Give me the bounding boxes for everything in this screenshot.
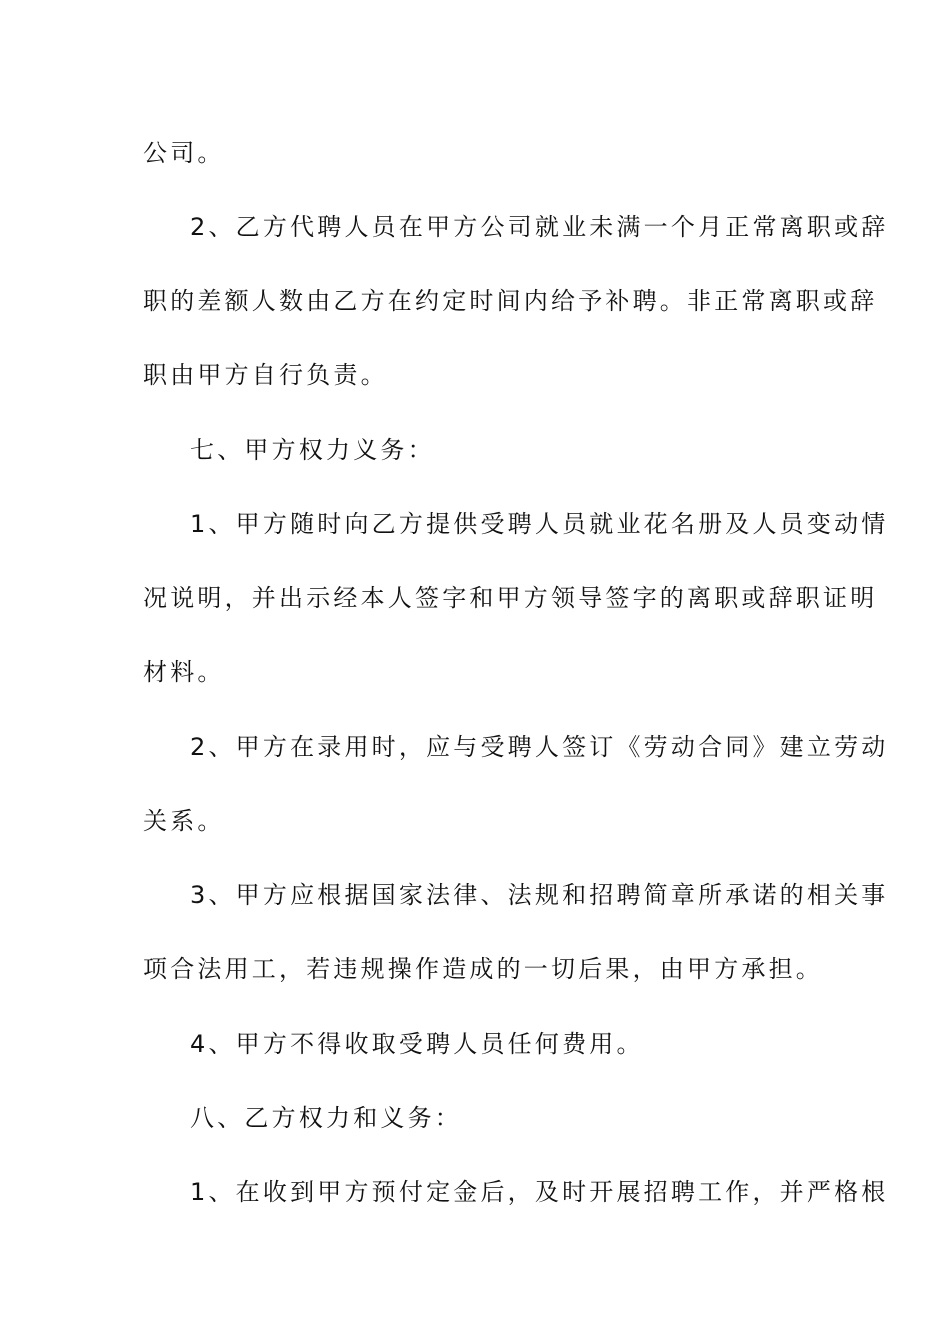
text-line: 关系。 [143,807,225,835]
text-line: 4、甲方不得收取受聘人员任何费用。 [190,1030,644,1058]
section-heading: 七、甲方权力义务： [190,436,435,464]
text-line: 2、甲方在录用时，应与受聘人签订《劳动合同》建立劳动 [190,733,889,761]
section-heading: 八、乙方权力和义务： [190,1104,462,1132]
text-line: 1、甲方随时向乙方提供受聘人员就业花名册及人员变动情 [190,510,889,538]
text-line: 3、甲方应根据国家法律、法规和招聘简章所承诺的相关事 [190,881,889,909]
text-line: 职由甲方自行负责。 [143,361,388,389]
text-line: 项合法用工，若违规操作造成的一切后果，由甲方承担。 [143,955,823,983]
text-line: 1、在收到甲方预付定金后，及时开展招聘工作，并严格根 [190,1178,889,1206]
text-line: 况说明，并出示经本人签字和甲方领导签字的离职或辞职证明 [143,584,878,612]
text-line: 2、乙方代聘人员在甲方公司就业未满一个月正常离职或辞 [190,213,889,241]
text-line: 材料。 [143,658,225,686]
text-line: 职的差额人数由乙方在约定时间内给予补聘。非正常离职或辞 [143,287,878,315]
text-line: 公司。 [143,139,225,167]
